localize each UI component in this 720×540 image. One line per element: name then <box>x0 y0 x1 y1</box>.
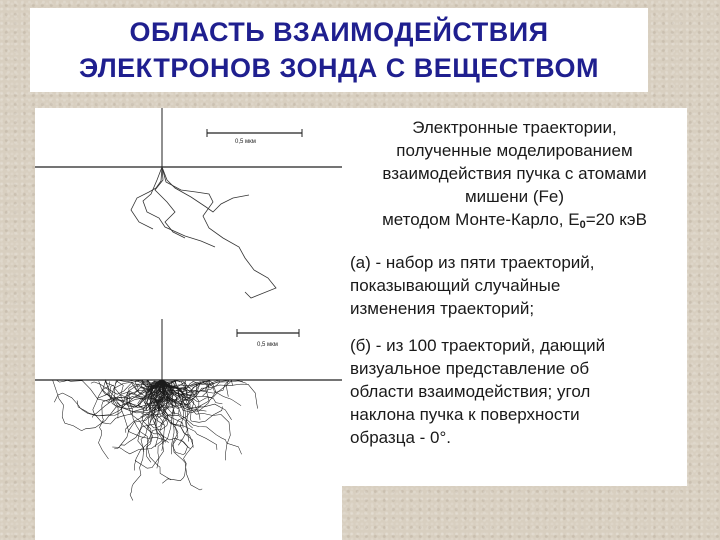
paragraph-a-line-2: показывающий случайные <box>350 276 561 295</box>
slide-title-line-1: ОБЛАСТЬ ВЗАИМОДЕЙСТВИЯ <box>129 17 549 47</box>
caption-energy-subscript: 0 <box>579 219 586 231</box>
caption-line-4: мишени (Fe) <box>464 187 565 206</box>
trajectory-cloud-b <box>53 380 258 501</box>
paragraph-a <box>350 251 679 320</box>
caption-line-1: Электронные траектории, <box>412 118 617 137</box>
paragraph-b-line-1: (б) - из 100 траекторий, дающий <box>350 336 606 355</box>
description-box <box>342 108 687 486</box>
caption-energy-prefix: методом Монте-Карло, Е <box>382 210 580 229</box>
paragraph-b-line-3: области взаимодействия; угол <box>350 382 591 401</box>
trajectories-a <box>131 167 276 298</box>
scale-label-b: 0,5 мкм <box>257 342 278 348</box>
scale-bar-b <box>237 329 299 348</box>
caption-energy-suffix: =20 кэВ <box>585 210 647 229</box>
paragraph-a-line-1: (а) - набор из пяти траекторий, <box>350 253 595 272</box>
paragraph-b <box>350 334 679 449</box>
trajectory-figure <box>35 108 342 540</box>
slide-title-line-2: ЭЛЕКТРОНОВ ЗОНДА С ВЕЩЕСТВОМ <box>79 53 599 83</box>
scale-label-a: 0,5 мкм <box>235 139 256 145</box>
figure-caption <box>350 116 679 237</box>
trajectory-figure-svg <box>35 108 342 540</box>
paragraph-b-line-2: визуальное представление об <box>350 359 590 378</box>
title-box <box>30 8 648 92</box>
paragraph-a-line-3: изменения траекторий; <box>350 299 535 318</box>
caption-line-3: взаимодействия пучка с атомами <box>382 164 647 183</box>
caption-line-5 <box>350 208 679 237</box>
caption-line-2: полученные моделированием <box>396 141 633 160</box>
paragraph-b-line-5: образца - 0°. <box>350 428 451 447</box>
scale-bar-a <box>207 129 302 145</box>
paragraph-b-line-4: наклона пучка к поверхности <box>350 405 580 424</box>
